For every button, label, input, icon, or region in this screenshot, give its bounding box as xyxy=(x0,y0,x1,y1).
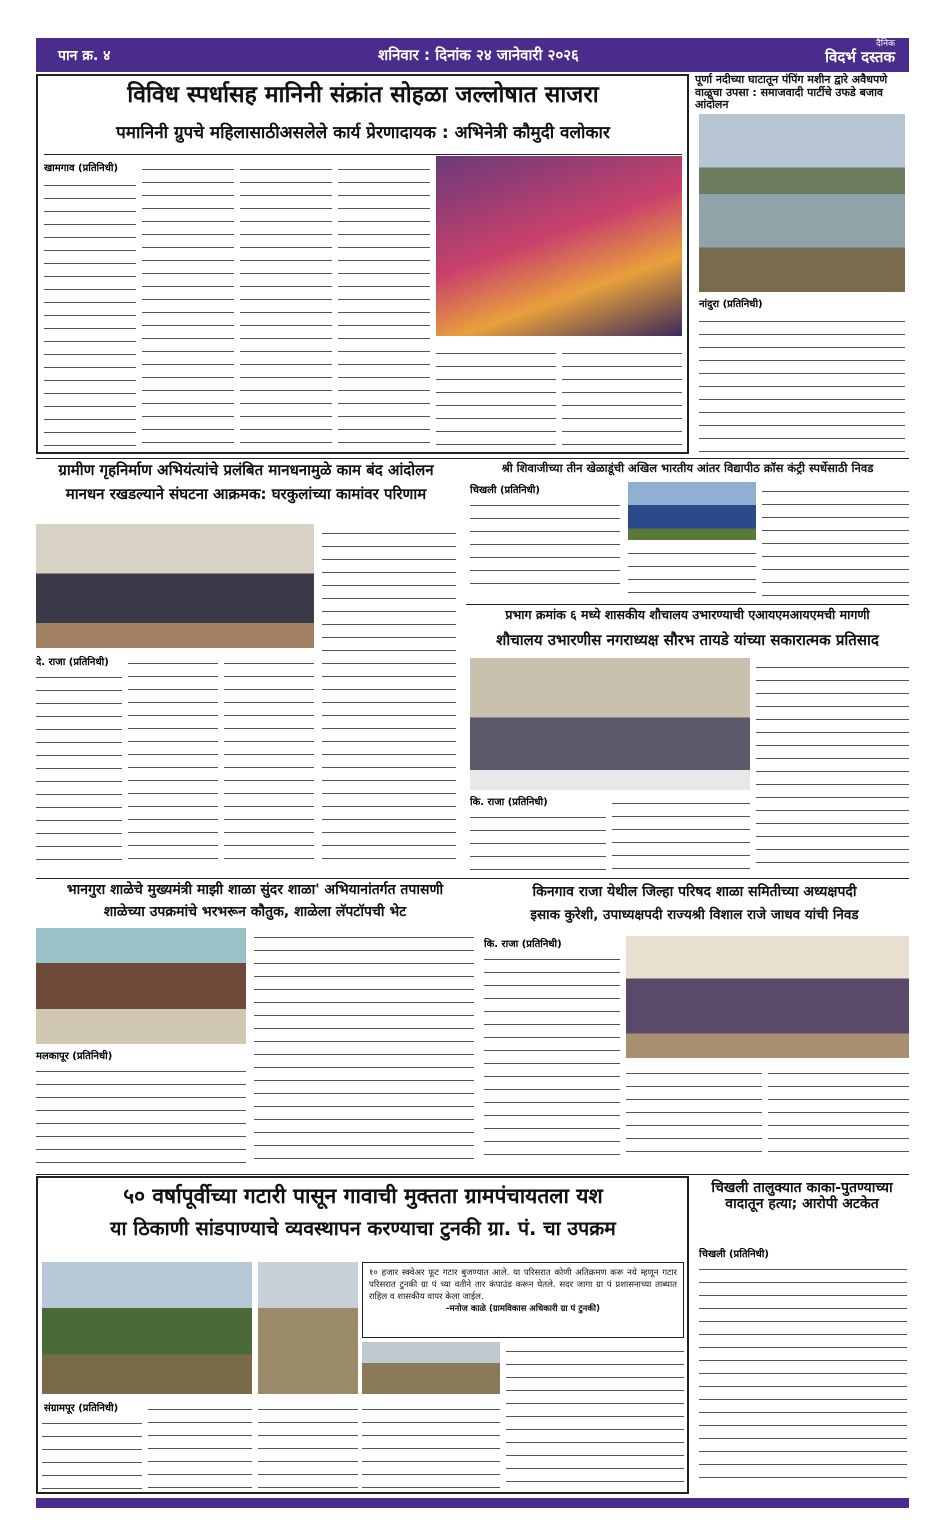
issue-date: शनिवार : दिनांक २४ जानेवारी २०२६ xyxy=(378,46,579,64)
text-column xyxy=(142,160,234,446)
committee-photo xyxy=(626,936,909,1058)
headline-murder: चिखली तालुक्यात काका-पुतण्याच्या वादातून हत्या; आरोपी अटकेत xyxy=(711,1180,893,1213)
memorandum-photo xyxy=(470,658,750,790)
drain-photo xyxy=(362,1342,500,1394)
article-toilet-demand xyxy=(466,606,909,876)
headline-housing: ग्रामीण गृहनिर्माण अभियंत्यांचे प्रलंबित मानधनामुळे काम बंद आंदोलन xyxy=(58,461,434,479)
headline-cross-country: श्री शिवाजीच्या तीन खेळाडूंची अखिल भारतीय आंतर विद्यापीठ क्रॉस कंट्री स्पर्धेसाठी निवड xyxy=(501,461,874,475)
headline-sand-mining: पूर्णा नदीच्या घाटातून पंपिंग मशीन द्वारे अवैधपणे वाळूचा उपसा : समाजवादी पार्टीचे उफडे बजाव आंदोलन xyxy=(695,73,888,112)
athletes-photo xyxy=(628,482,756,540)
byline-committee: कि. राजा (प्रतिनिधी) xyxy=(484,939,562,950)
quote-text: १० हजार स्क्वेअर फूट गटार बुजण्यात आले. या परिसरात कोणी अतिक्रमण करू नये म्हणून गटार परिसरात टुनकी ग्रा पं च्या वतीने तार कंपाउंड करून घेतले. सदर जागा ग्रा पं प्रशासनाच्या ताब्यात राहिल व शासकीय वापर केला जाईल. xyxy=(369,1268,677,1302)
subheadline-committee: इसाक कुरेशी, उपाध्यक्षपदी राज्यश्री विशाल राजे जाधव यांची निवड xyxy=(530,907,859,923)
article-school-committee xyxy=(480,880,909,1170)
subheadline-drainage: या ठिकाणी सांडपाण्याचे व्यवस्थापन करण्याचा टुनकी ग्रा. पं. चा उपक्रम xyxy=(110,1217,616,1240)
article-murder xyxy=(695,1176,909,1494)
page-number: पान क्र. ४ xyxy=(58,48,111,64)
event-photo xyxy=(436,156,682,336)
byline-murder: चिखली (प्रतिनिधी) xyxy=(699,1249,769,1260)
subheadline-sankrant: पमानिनी ग्रुपचे महिलासाठीअसलेले कार्य प्रेरणादायक : अभिनेत्री कौमुदी वलोकार xyxy=(116,123,610,143)
quote-author: -मनोज काळे (ग्रामविकास अधिकारी ग्रा पं टुनकी) xyxy=(446,1304,600,1314)
headline-toilet: प्रभाग क्रमांक ६ मध्ये शासकीय शौचालय उभारण्याची एआयएमआयएमची मागणी xyxy=(505,607,870,622)
text-column xyxy=(338,160,430,446)
masthead-bar xyxy=(36,38,909,72)
byline-cross-country: चिखली (प्रतिनिधी) xyxy=(470,485,540,496)
text-column xyxy=(436,344,556,446)
river-photo xyxy=(699,114,905,292)
headline-school: भानगुरा शाळेचे मुख्यमंत्री माझी शाळा सुंदर शाळा' अभियानांतर्गत तपासणी xyxy=(66,882,444,898)
text-column xyxy=(240,160,332,446)
byline-sand-mining: नांदुरा (प्रतिनिधी) xyxy=(699,299,763,310)
headline-committee: किनगाव राजा येथील जिल्हा परिषद शाळा समितीच्या अध्यक्षपदी xyxy=(532,884,857,900)
headline-sankrant: विविध स्पर्धासह मानिनी संक्रांत सोहळा जल्लोषात साजरा xyxy=(127,82,599,108)
engineers-photo xyxy=(36,524,314,648)
byline-housing: दे. राजा (प्रतिनिधी) xyxy=(36,657,109,668)
article-school-inspection xyxy=(36,880,474,1170)
article-housing-engineers xyxy=(36,460,456,876)
article-drainage xyxy=(36,1176,689,1494)
text-column xyxy=(44,176,136,446)
drain-photo xyxy=(258,1262,358,1394)
subheadline-toilet: शौचालय उभारणीस नगराध्यक्ष सौरभ तायडे यांच्या सकारात्मक प्रतिसाद xyxy=(496,631,879,649)
headline-drainage: ५० वर्षापूर्वीच्या गटारी पासून गावाची मुक्तता ग्रामपंचायतला यश xyxy=(123,1184,603,1208)
drain-photo xyxy=(42,1262,252,1394)
subheadline-school: शाळेच्या उपक्रमांचे भरभरून कौतुक, शाळेला लॅपटॉपची भेट xyxy=(103,904,407,920)
footer-strip xyxy=(36,1498,909,1508)
school-photo xyxy=(36,928,246,1044)
byline-drainage: संग्रामपूर (प्रतिनिधी) xyxy=(44,1403,119,1414)
brand-logo: दैनिक विदर्भ दस्तक xyxy=(825,39,895,66)
byline-sankrant: खामगाव (प्रतिनिधी) xyxy=(44,163,119,174)
text-column xyxy=(562,344,682,446)
article-sand-mining xyxy=(695,74,909,454)
byline-school: मलकापूर (प्रतिनिधी) xyxy=(36,1051,113,1062)
quote-box xyxy=(362,1262,684,1338)
byline-toilet: कि. राजा (प्रतिनिधी) xyxy=(470,797,548,808)
article-sankrant xyxy=(36,74,689,454)
subheadline-housing: मानधन रखडल्याने संघटना आक्रमक: घरकुलांच्या कामांवर परिणाम xyxy=(65,485,427,503)
article-cross-country xyxy=(466,460,909,600)
